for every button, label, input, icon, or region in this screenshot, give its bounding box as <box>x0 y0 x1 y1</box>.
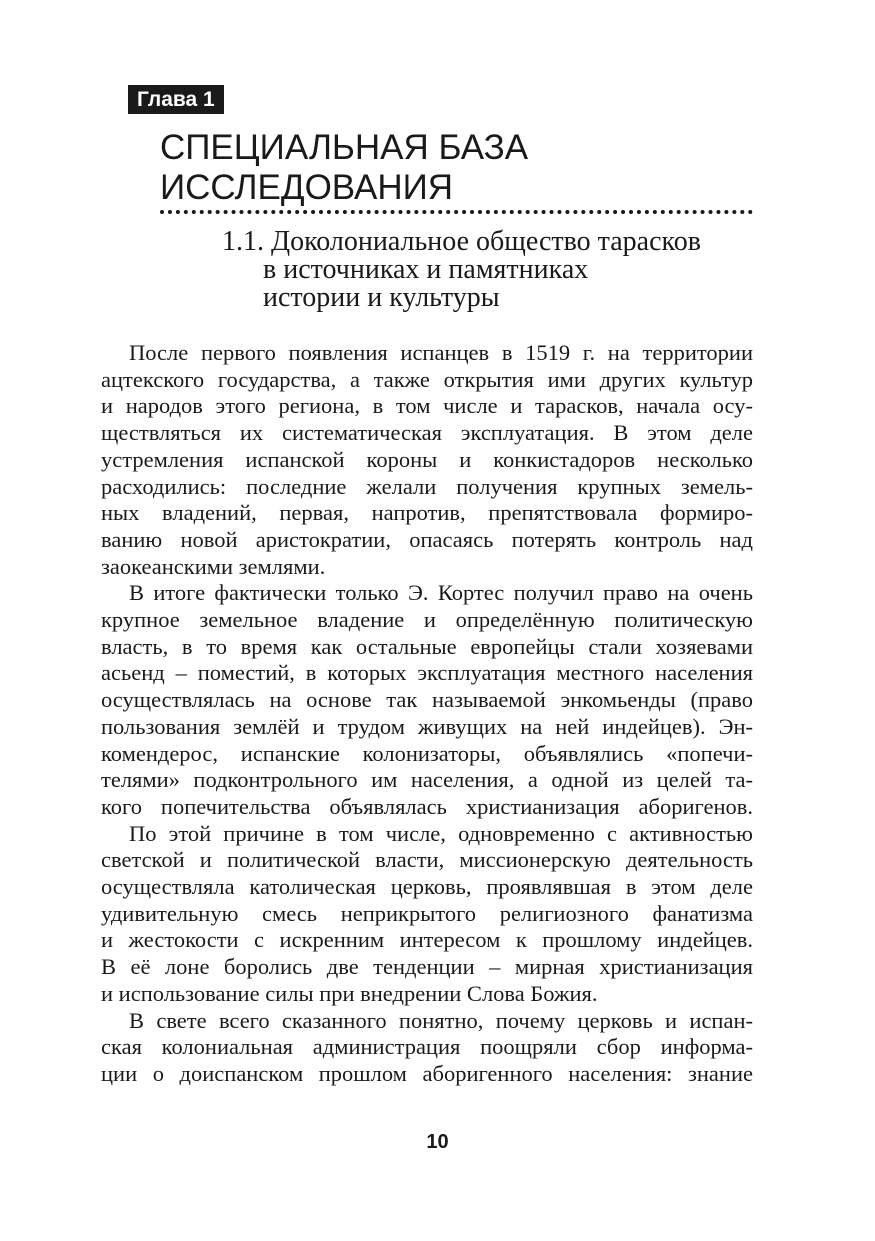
text-line: светской и политической власти, миссионерскую деятельность <box>101 847 753 873</box>
section-heading-line: 1.1. Доколониальное общество тарасков <box>222 226 701 257</box>
text-line: заокеанскими землями. <box>101 553 326 579</box>
text-line: крупное земельное владение и определённую политическую <box>101 607 753 633</box>
body-text <box>101 340 753 1088</box>
text-line: расходились: последние желали получения крупных земель- <box>101 473 753 499</box>
paragraph <box>101 580 753 820</box>
text-line: После первого появления испанцев в 1519 г. на территории <box>129 340 753 365</box>
text-line: асьенд – поместий, в которых эксплуатация местного населения <box>101 660 753 686</box>
text-line: комендерос, испанские колонизаторы, объявлялись «попечи- <box>101 740 753 766</box>
text-line: ванию новой аристократии, опасаясь потерять контроль над <box>101 526 753 552</box>
text-line: и использование силы при внедрении Слова Божия. <box>101 980 598 1006</box>
dotted-divider <box>160 210 753 214</box>
text-line: и жестокости с искренним интересом к прошлому индейцев. <box>101 927 753 953</box>
text-line: пользования землёй и трудом живущих на ней индейцев). Эн- <box>101 713 753 739</box>
chapter-title <box>160 128 800 208</box>
text-line: ская колониальная администрация поощряли сбор информа- <box>101 1034 753 1060</box>
paragraph <box>101 821 753 1008</box>
text-line: власть, в то время как остальные европейцы стали хозяевами <box>101 633 753 659</box>
text-line: По этой причине в том числе, одновременно с активностью <box>129 820 753 846</box>
text-line: кого попечительства объявлялась христианизация аборигенов. <box>101 793 753 819</box>
section-heading-line: истории и культуры <box>263 282 500 313</box>
chapter-label: Глава 1 <box>128 85 224 114</box>
chapter-title-line: СПЕЦИАЛЬНАЯ БАЗА <box>160 128 529 167</box>
section-heading-line: в источниках и памятниках <box>263 254 589 285</box>
text-line: ществляться их систематическая эксплуатация. В этом деле <box>101 420 753 446</box>
text-line: удивительную смесь неприкрытого религиозного фанатизма <box>101 900 753 926</box>
paragraph <box>101 1008 753 1088</box>
text-line: ацтекского государства, а также открытия ими других культур <box>101 366 753 392</box>
text-line: ных владений, первая, напротив, препятствовала формиро- <box>101 500 753 526</box>
page-number: 10 <box>426 1131 449 1153</box>
text-line: В её лоне боролись две тенденции – мирная христианизация <box>101 954 753 980</box>
text-line: телями» подконтрольного им населения, а одной из целей та- <box>101 767 753 793</box>
text-line: осуществлялась на основе так называемой энкомьенды (право <box>101 687 753 713</box>
text-line: устремления испанской короны и конкистадоров несколько <box>101 446 753 472</box>
paragraph <box>101 340 753 580</box>
text-line: В итоге фактически только Э. Кортес получил право на очень <box>129 580 753 606</box>
text-line: осуществляла католическая церковь, проявлявшая в этом деле <box>101 874 753 900</box>
text-line: ции о доиспанском прошлом аборигенного населения: знание <box>101 1060 753 1086</box>
text-line: и народов этого региона, в том числе и тарасков, начала осу- <box>101 393 753 419</box>
chapter-title-line: ИССЛЕДОВАНИЯ <box>160 168 454 207</box>
section-heading <box>222 228 782 312</box>
text-line: В свете всего сказанного понятно, почему церковь и испан- <box>129 1007 753 1033</box>
